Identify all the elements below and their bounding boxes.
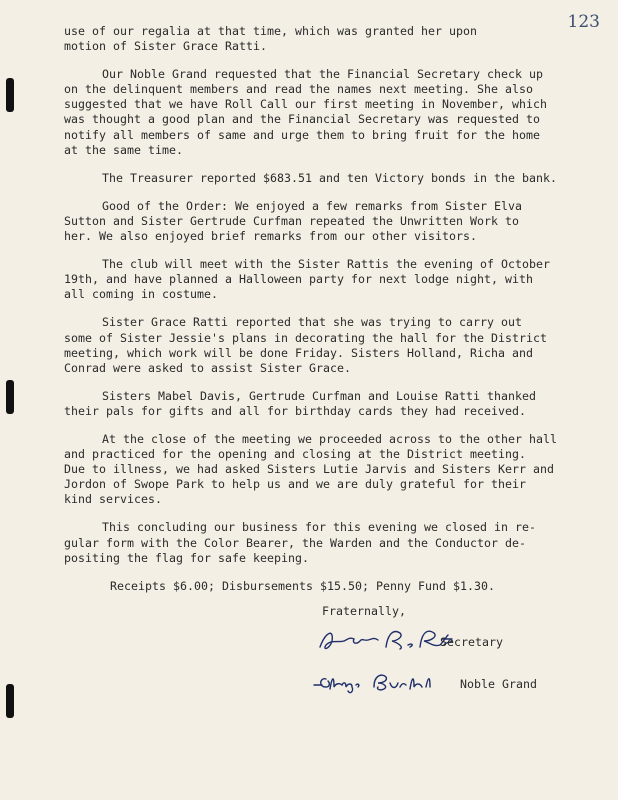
- receipts-line: Receipts $6.00; Disbursements $15.50; Penny Fund $1.30.: [110, 578, 496, 593]
- noble-grand-signature-row: [64, 667, 584, 703]
- closing-salutation: Fraternally,: [322, 603, 407, 618]
- binder-hole: [6, 380, 14, 414]
- page-number: 123: [567, 12, 600, 32]
- paragraph: Sister Grace Ratti reported that she was trying to carry out some of Sister Jessie's plans in decorating the hall for the District meeting, which work will be done Friday. Sisters Holland, Richa and Conrad were asked to assist Sister Grace.: [64, 315, 548, 375]
- minutes-body: [64, 24, 584, 703]
- paragraph: Good of the Order: We enjoyed a few remarks from Sister Elva Sutton and Sister Gertrude Curfman repeated the Unwritten Work to her. We also enjoyed brief remarks from our other visitors.: [64, 198, 523, 244]
- binder-hole: [6, 684, 14, 718]
- paragraph: Sisters Mabel Davis, Gertrude Curfman and Louise Ratti thanked their pals for gifts and all for birthday cards they had received.: [64, 388, 537, 418]
- noble-grand-title: Noble Grand: [460, 676, 538, 691]
- paragraph: The Treasurer reported $683.51 and ten Victory bonds in the bank.: [102, 170, 558, 185]
- secretary-signature-row: [64, 625, 584, 661]
- noble-grand-signature: [312, 667, 442, 697]
- paragraph: The club will meet with the Sister Rattis the evening of October 19th, and have planned a Halloween party for next lodge night, with all coming in costume.: [64, 257, 551, 302]
- paragraph: Our Noble Grand requested that the Financial Secretary check up on the delinquent members and read the names next meeting. She also suggested that we have Roll Call our first meeting in November, which was thought a good plan and the Financial Secretary was requested to notify all members of same and urge them to bring fruit for the home at the same time.: [64, 67, 548, 157]
- binder-hole: [6, 78, 14, 112]
- paragraph: This concluding our business for this evening we closed in re- gular form with the Color Bearer, the Warden and the Conductor de- positing the flag for safe keeping.: [64, 520, 537, 565]
- paragraph: At the close of the meeting we proceeded across to the other hall and practiced for the opening and closing at the District meeting. Due to illness, we had asked Sisters Lutie Jarvis and Sisters Kerr and Jordon of Swope Park to help us and we are duly grateful for their kind services.: [64, 431, 558, 507]
- paragraph: use of our regalia at that time, which was granted her upon motion of Sister Grace Ratti.: [64, 24, 478, 54]
- secretary-title: Secretary: [440, 634, 504, 649]
- secretary-signature: [316, 625, 456, 655]
